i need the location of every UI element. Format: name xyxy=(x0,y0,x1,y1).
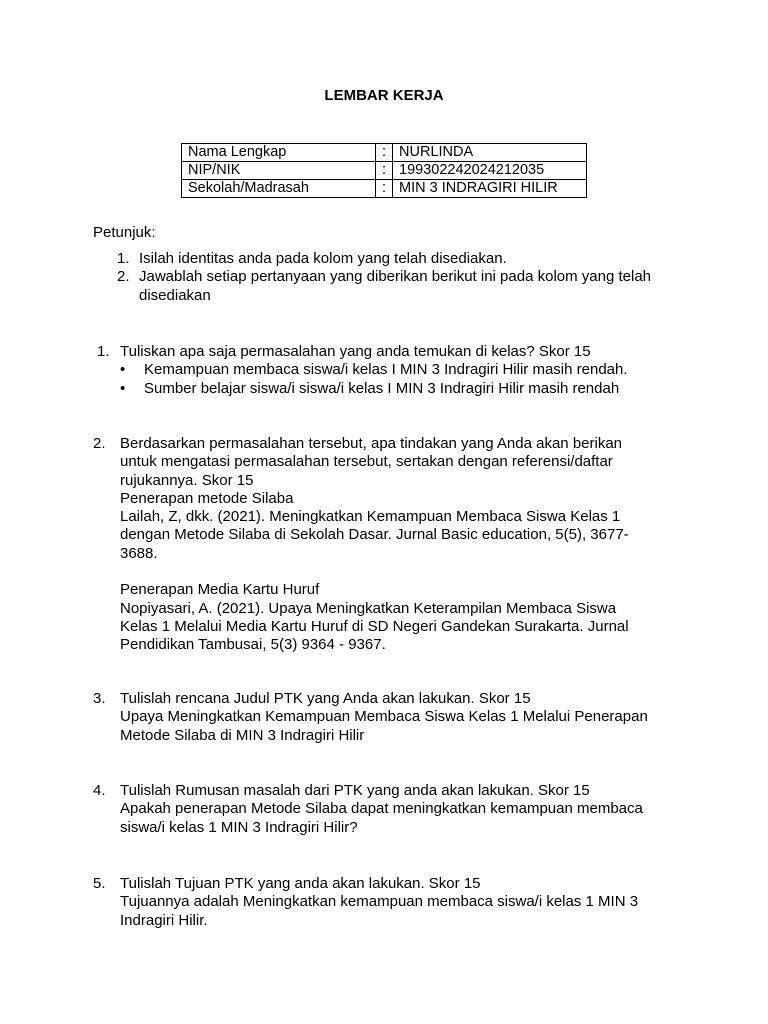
bullet-icon: • xyxy=(120,379,126,397)
answer-bullet-item xyxy=(120,380,677,398)
question-4 xyxy=(93,782,673,837)
identity-label: Sekolah/Madrasah xyxy=(182,180,376,198)
question-number: 2. xyxy=(93,435,106,452)
identity-table xyxy=(181,143,587,198)
question-number: 5. xyxy=(93,875,106,892)
spacer xyxy=(120,563,648,581)
question-number: 4. xyxy=(93,782,106,799)
question-number: 1. xyxy=(97,343,110,360)
identity-label: NIP/NIK xyxy=(182,162,376,180)
question-5 xyxy=(93,875,673,930)
identity-row-nip xyxy=(182,162,587,180)
identity-colon: : xyxy=(376,144,393,162)
question-text: Berdasarkan permasalahan tersebut, apa tindakan yang Anda akan berikan untuk mengatasi permasalahan tersebut, sertakan dengan referensi/daftar rujukannya. Skor 15 xyxy=(120,435,623,489)
question-3 xyxy=(93,690,673,745)
identity-label: Nama Lengkap xyxy=(182,144,376,162)
question-1 xyxy=(97,343,677,398)
identity-row-school xyxy=(182,180,587,198)
answer-reference: Lailah, Z, dkk. (2021). Meningkatkan Kemampuan Membaca Siswa Kelas 1 dengan Metode Silaba di Sekolah Dasar. Jurnal Basic education, 5(5), 3677-3688. xyxy=(120,508,629,562)
identity-colon: : xyxy=(376,162,393,180)
question-2 xyxy=(93,435,648,655)
question-text: Tulislah Rumusan masalah dari PTK yang anda akan lakukan. Skor 15 xyxy=(120,782,590,799)
question-text: Tulislah Tujuan PTK yang anda akan lakukan. Skor 15 xyxy=(120,875,481,892)
answer-text: Upaya Meningkatkan Kemampuan Membaca Siswa Kelas 1 Melalui Penerapan Metode Silaba di MIN 3 Indragiri Hilir xyxy=(120,708,648,744)
instruction-text: Jawablah setiap pertanyaan yang diberikan berikut ini pada kolom yang telah disediakan xyxy=(139,268,651,304)
answer-bullets xyxy=(120,361,677,398)
instruction-number: 1. xyxy=(117,250,130,267)
instruction-item xyxy=(117,268,677,305)
identity-row-name xyxy=(182,144,587,162)
answer-text: Sumber belajar siswa/i siswa/i kelas I MIN 3 Indragiri Hilir masih rendah xyxy=(144,379,620,397)
instruction-text: Isilah identitas anda pada kolom yang telah disediakan. xyxy=(139,250,507,267)
question-text: Tuliskan apa saja permasalahan yang anda temukan di kelas? Skor 15 xyxy=(120,343,591,360)
instruction-item xyxy=(117,250,677,268)
question-text: Tulislah rencana Judul PTK yang Anda akan lakukan. Skor 15 xyxy=(120,690,531,707)
answer-text: Kemampuan membaca siswa/i kelas I MIN 3 Indragiri Hilir masih rendah. xyxy=(144,361,628,379)
identity-value: NURLINDA xyxy=(393,144,587,162)
identity-value: 199302242024212035 xyxy=(393,162,587,180)
instructions-list xyxy=(117,250,677,305)
answer-title: Penerapan metode Silaba xyxy=(120,489,294,507)
answer-text: Apakah penerapan Metode Silaba dapat meningkatkan kemampuan membaca siswa/i kelas 1 MIN 3 Indragiri Hilir? xyxy=(120,800,643,836)
page-title: LEMBAR KERJA xyxy=(324,87,444,104)
answer-title: Penerapan Media Kartu Huruf xyxy=(120,581,320,599)
identity-colon: : xyxy=(376,180,393,198)
answer-bullet-item xyxy=(120,361,677,379)
instruction-number: 2. xyxy=(117,268,130,286)
bullet-icon: • xyxy=(120,361,126,379)
identity-value: MIN 3 INDRAGIRI HILIR xyxy=(393,180,587,198)
answer-text: Tujuannya adalah Meningkatkan kemampuan membaca siswa/i kelas 1 MIN 3 Indragiri Hilir. xyxy=(120,893,639,929)
answer-reference: Nopiyasari, A. (2021). Upaya Meningkatkan Keterampilan Membaca Siswa Kelas 1 Melalui Media Kartu Huruf di SD Negeri Gandekan Surakarta. Jurnal Pendidikan Tambusai, 5(3) 9364 - 9367. xyxy=(120,599,629,654)
instructions-heading: Petunjuk: xyxy=(93,224,156,241)
question-number: 3. xyxy=(93,690,106,707)
